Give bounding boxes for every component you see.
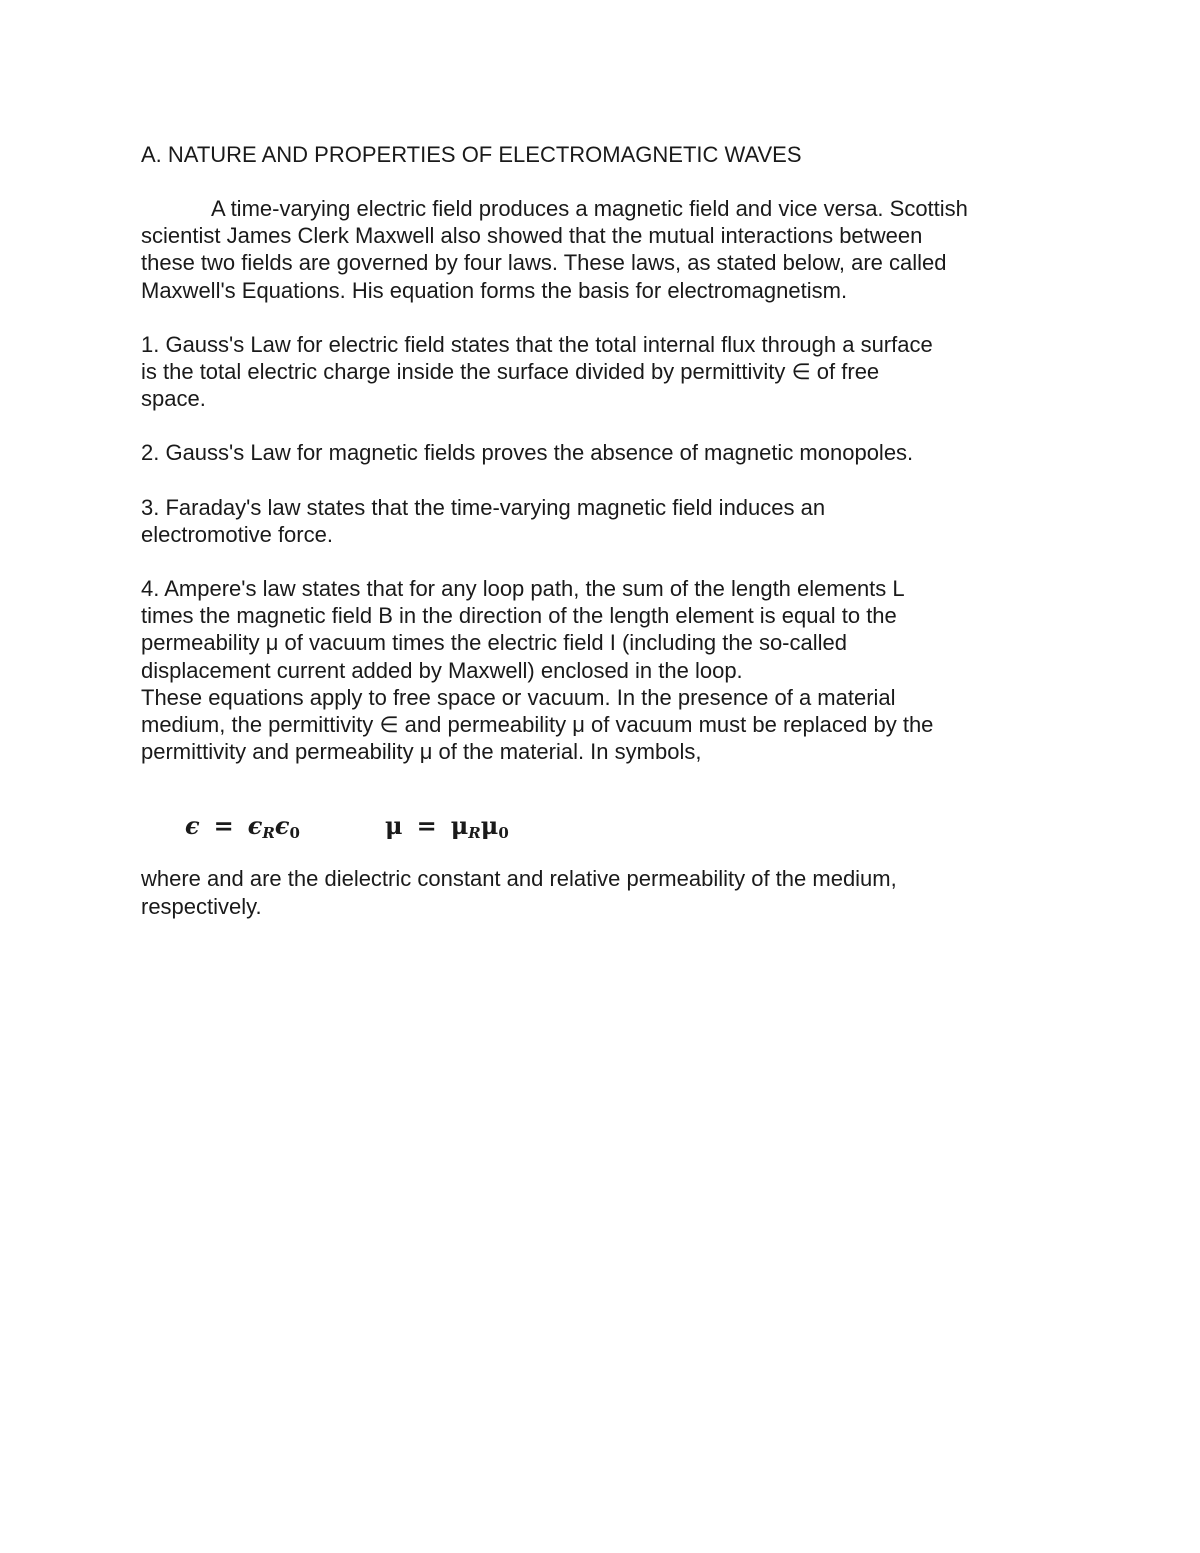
- permeability-equation: [385, 811, 509, 842]
- equation-block: [141, 795, 1041, 855]
- intro-line: these two fields are governed by four laws. These laws, as stated below, are called: [141, 250, 947, 276]
- eq-symbol: μ: [480, 811, 499, 841]
- law-4-paragraph: [141, 575, 1041, 765]
- law-line: space.: [141, 386, 206, 412]
- eq-subscript: R: [262, 824, 275, 843]
- closing-paragraph: [141, 865, 1041, 919]
- closing-line: respectively.: [141, 893, 262, 919]
- law-line: medium, the permittivity ∈ and permeability μ of vacuum must be replaced by the: [141, 712, 934, 738]
- law-line: electromotive force.: [141, 521, 333, 547]
- eq-symbol: ϵ: [185, 811, 200, 841]
- eq-symbol: μ: [450, 811, 469, 841]
- intro-line: scientist James Clerk Maxwell also showed that the mutual interactions between: [141, 223, 923, 249]
- law-line: These equations apply to free space or vacuum. In the presence of a material: [141, 684, 896, 710]
- eq-operator: =: [416, 811, 437, 841]
- eq-symbol: ϵ: [247, 811, 263, 841]
- eq-subscript: 0: [289, 824, 300, 843]
- law-line: displacement current added by Maxwell) enclosed in the loop.: [141, 657, 743, 683]
- law-line: 3. Faraday's law states that the time-varying magnetic field induces an: [141, 494, 826, 520]
- eq-symbol: ϵ: [274, 811, 290, 841]
- law-3-paragraph: [141, 494, 1041, 548]
- closing-line: where and are the dielectric constant and relative permeability of the medium,: [141, 866, 897, 892]
- law-line: is the total electric charge inside the surface divided by permittivity ∈ of free: [141, 359, 880, 385]
- law-2-paragraph: [141, 439, 1041, 466]
- law-line: permeability μ of vacuum times the electric field I (including the so-called: [141, 630, 847, 656]
- section-heading: A. NATURE AND PROPERTIES OF ELECTROMAGNETIC WAVES: [141, 142, 802, 167]
- law-line: 4. Ampere's law states that for any loop path, the sum of the length elements L: [141, 576, 905, 602]
- law-line: 2. Gauss's Law for magnetic fields proves the absence of magnetic monopoles.: [141, 440, 914, 466]
- eq-symbol: μ: [385, 811, 403, 841]
- intro-line: Maxwell's Equations. His equation forms the basis for electromagnetism.: [141, 277, 848, 303]
- law-line: permittivity and permeability μ of the material. In symbols,: [141, 739, 702, 765]
- intro-line: A time-varying electric field produces a magnetic field and vice versa. Scottish: [211, 196, 968, 221]
- eq-subscript: 0: [498, 824, 509, 843]
- eq-operator: =: [213, 811, 234, 841]
- eq-subscript: R: [468, 824, 481, 843]
- law-line: times the magnetic field B in the direction of the length element is equal to the: [141, 603, 897, 629]
- law-line: 1. Gauss's Law for electric field states that the total internal flux through a surface: [141, 331, 933, 357]
- permittivity-equation: [185, 811, 300, 842]
- document-page: [141, 141, 1041, 920]
- law-1-paragraph: [141, 331, 1041, 413]
- intro-paragraph: [141, 195, 1041, 304]
